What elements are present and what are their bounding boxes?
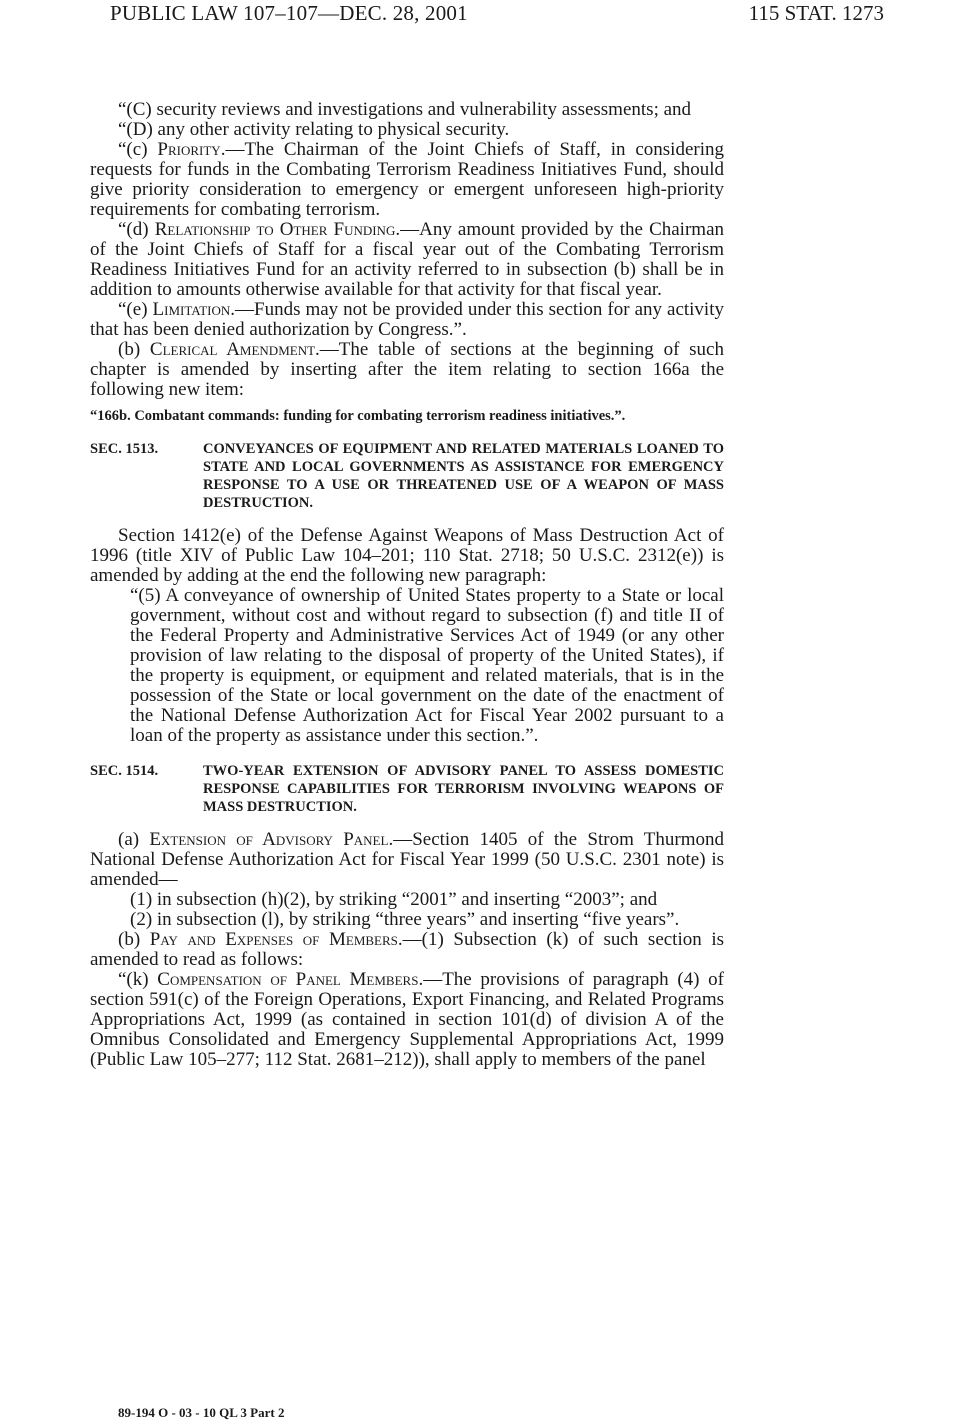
statute-page-number: 115 STAT. 1273	[748, 1, 884, 25]
section-1513-text: Section 1412(e) of the Defense Against Weapons of Mass Destruction Act of 1996 (title XIV of Public Law 104–201; 110 Stat. 2718; 50 U.S.C. 2312(e)) is amended by adding at the end the following new paragraph:	[90, 525, 724, 586]
subsection-label: (b)	[118, 929, 150, 950]
subsection-label: “(k)	[118, 969, 158, 990]
paragraph-5-conveyance: “(5) A conveyance of ownership of United States property to a State or local government, without cost and without regard to subsection (f) and title II of the Federal Property and Administrative Services Act of 1949 (or any other provision of law relating to the disposal of property of the United States), if the property is equipment, or equipment and related materials, that is in the possession of the State or local government on the date of the enactment of the National Defense Authorization Act for Fiscal Year 2002 pursuant to a loan of the property as assistance under this section.”.	[130, 585, 724, 746]
subsection-heading: Pay and Expenses of Members	[149, 929, 398, 950]
paragraph-text: “(C) security reviews and investigations and vulnerability assessments; and	[118, 99, 692, 120]
subsection-b-clerical-amendment	[90, 340, 724, 400]
paragraph-1-subsection-h2: (1) in subsection (h)(2), by striking “2001” and inserting “2003”; and	[130, 889, 658, 910]
section-title: TWO-YEAR EXTENSION OF ADVISORY PANEL TO ASSESS DOMESTIC RESPONSE CAPABILITIES FOR TERRORISM INVOLVING WEAPONS OF MASS DESTRUCTION.	[203, 763, 724, 815]
subsection-d-relationship	[90, 220, 724, 300]
paragraph-text: .—The provisions of paragraph (4) of section 591(c) of the Foreign Operations, Export Financing, and Related Programs Appropriations Act, 1999 (as contained in section 101(d) of division A of the Omnibus Consolidated and Emergency Supplemental Appropriations Act, 1999 (Public Law 105–277; 112 Stat. 2681–212)), shall apply to members of the panel	[90, 969, 725, 1070]
subsection-label: “(d)	[118, 219, 155, 240]
paragraph-text: .—Funds may not be provided under this section for any activity that has been denied authorization by Congress.”.	[90, 299, 724, 340]
subsection-e-limitation	[90, 300, 724, 340]
page-body	[90, 100, 724, 1070]
subsection-label: (a)	[118, 829, 150, 850]
subsection-label: “(e)	[118, 299, 153, 320]
section-number: SEC. 1513.	[90, 441, 159, 457]
page-header	[110, 0, 884, 26]
subsection-heading: Clerical Amendment	[149, 339, 316, 360]
paragraph-text: .—(1) Subsection (k) of such section is amended to read as follows:	[90, 929, 724, 970]
subsection-c-priority	[90, 140, 724, 220]
subsection-heading: Compensation of Panel Members	[157, 969, 419, 990]
running-title: PUBLIC LAW 107–107—DEC. 28, 2001	[110, 1, 468, 25]
section-title: CONVEYANCES OF EQUIPMENT AND RELATED MATERIALS LOANED TO STATE AND LOCAL GOVERNMENTS AS ASSISTANCE FOR EMERGENCY RESPONSE TO A USE OR THREATENED USE OF A WEAPON OF MASS DESTRUCTION.	[203, 441, 724, 511]
subsection-a-extension	[90, 830, 724, 890]
paragraph-text: “(D) any other activity relating to physical security.	[118, 119, 510, 140]
section-number: SEC. 1514.	[90, 763, 159, 779]
paragraph-text: .—The table of sections at the beginning of such chapter is amended by inserting after the item relating to section 166a the following new item:	[90, 339, 724, 400]
paragraph-text: .—The Chairman of the Joint Chiefs of Staff, in considering requests for funds in the Combating Terrorism Readiness Initiatives Fund, should give priority consideration to emergency or emergent unforeseen high-priority requirements for combating terrorism.	[90, 139, 724, 220]
section-heading-1513	[90, 440, 724, 512]
paragraph-d-physical-security	[90, 120, 724, 140]
subsection-b-pay-expenses	[90, 930, 724, 970]
subsection-heading: Limitation	[152, 299, 231, 320]
subsection-heading: Extension of Advisory Panel	[149, 829, 389, 850]
section-heading-1514	[90, 762, 724, 816]
print-code-footer: 89-194 O - 03 - 10 QL 3 Part 2	[118, 1405, 285, 1420]
subsection-k-compensation	[90, 970, 724, 1070]
subsection-heading: Relationship to Other Funding	[154, 219, 396, 240]
paragraph-2-subsection-l: (2) in subsection (l), by striking “three years” and inserting “five years”.	[130, 909, 680, 930]
subsection-label: (b)	[118, 339, 150, 360]
paragraph-text: .—Section 1405 of the Strom Thurmond National Defense Authorization Act for Fiscal Year 1999 (50 U.S.C. 2301 note) is amended—	[90, 829, 725, 890]
paragraph-c-security-reviews	[90, 100, 724, 120]
paragraph-text: .—Any amount provided by the Chairman of the Joint Chiefs of Staff for a fiscal year out of the Combating Terrorism Readiness Initiatives Fund for an activity referred to in subsection (b) shall be in addition to amounts otherwise available for that activity for that fiscal year.	[90, 219, 725, 300]
subsection-heading: Priority	[157, 139, 221, 160]
table-of-sections-item: “166b. Combatant commands: funding for combating terrorism readiness initiatives.”.	[90, 408, 626, 424]
subsection-label: “(c)	[118, 139, 158, 160]
